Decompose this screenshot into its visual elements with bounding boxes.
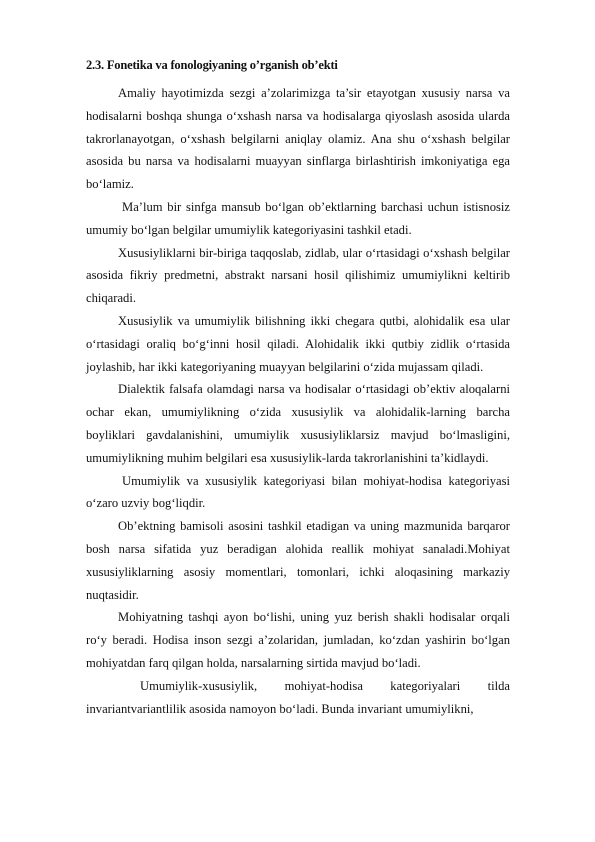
paragraph-6: Umumiylik va xususiylik kategoriyasi bilan mohiyat-hodisa kategoriyasi o‘zaro uzviy bog‘liqdir. [86, 473, 510, 511]
section-heading: 2.3. Fonetika va fonologiyaning o’rganish ob’ekti [86, 58, 338, 72]
paragraph-8: Mohiyatning tashqi ayon bo‘lishi, uning yuz berish shakli hodisalar orqali ro‘y beradi. Hodisa inson sezgi a’zolaridan, jumladan, ko‘zdan yashirin bo‘lgan mohiyatdan farq qilgan holda, narsalarning sirtida mavjud bo‘ladi. [86, 610, 510, 670]
paragraph-9: Umumiylik-xususiylik, mohiyat-hodisa kategoriyalari tilda invariantvariantlilik asosida namoyon bo‘ladi. Bunda invariant umumiylikni, [86, 678, 510, 716]
paragraph-2: Ma’lum bir sinfga mansub bo‘lgan ob’ektlarning barchasi uchun istisnosiz umumiy bo‘lgan belgilar umumiylik kategoriyasini tashkil etadi. [86, 199, 510, 237]
paragraph-7: Ob’ektning bamisoli asosini tashkil etadigan va uning mazmunida barqaror bosh narsa sifatida yuz beradigan alohida reallik mohiyat sanaladi.Mohiyat xususiyliklarning asosiy momentlari, tomonlari, ichki aloqasining markaziy nuqtasidir. [86, 519, 510, 602]
paragraph-4: Xususiylik va umumiylik bilishning ikki chegara qutbi, alohidalik esa ular o‘rtasidagi oraliq bo‘g‘inni hosil qiladi. Alohidalik ikki qutbiy zidlik o‘rtasida joylashib, har ikki kategoriyaning muayyan belgilarini o‘zida mujassam qiladi. [86, 313, 510, 374]
paragraph-3: Xususiyliklarni bir-biriga taqqoslab, zidlab, ular o‘rtasidagi o‘xshash belgilar asosida fikriy predmetni, abstrakt narsani hosil qilishimiz umumiylikni keltirib chiqaradi. [86, 245, 510, 306]
paragraph-5: Dialektik falsafa olamdagi narsa va hodisalar o‘rtasidagi ob’ektiv aloqalarni ochar ekan, umumiylikning o‘zida xususiylik va alohidalik-larning barcha boyliklari gavdalanishini, umumiylik xususiyliklarsiz mavjud bo‘lmasligini, umumiylikning muhim belgilari esa xususiylik-larda takrorlanishini ta’kidlaydi. [86, 382, 510, 465]
paragraph-1: Amaliy hayotimizda sezgi a’zolarimizga ta’sir etayotgan xususiy narsa va hodisalarni boshqa shunga o‘xshash narsa va hodisalarga qiyoslash asosida ularda takrorlanayotgan, o‘xshash belgilarni aniqlay olamiz. Ana shu o‘xshash belgilar asosida bu narsa va hodisalarni muayyan sinflarga birlashtirish imkoniyatiga ega bo‘lamiz. [86, 86, 510, 192]
document-body [86, 82, 510, 720]
